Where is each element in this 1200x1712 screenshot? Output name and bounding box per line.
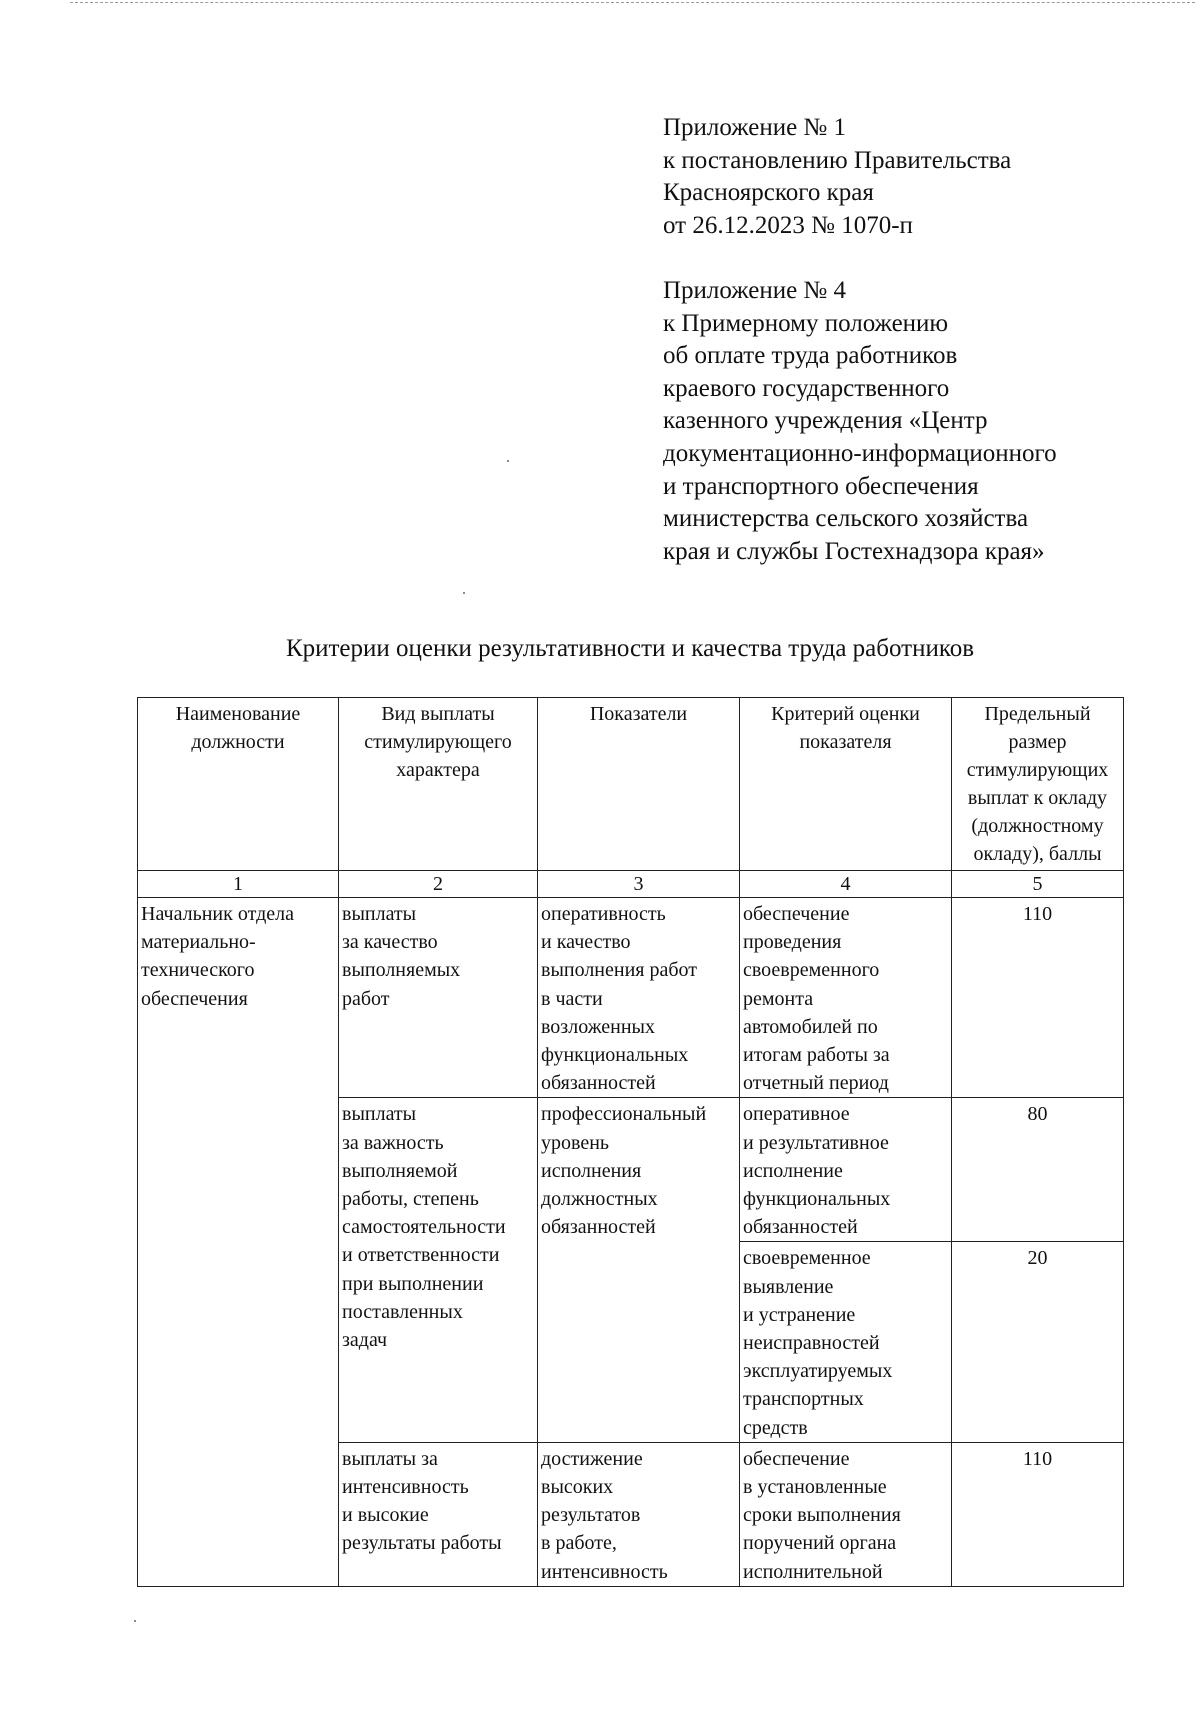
indicator-cell [538,1442,740,1586]
criterion-cell [740,898,952,1098]
cell-text: обеспечение [743,903,850,925]
cell-text: возложенных [541,1015,655,1038]
cell-text: Начальник отдела [141,903,294,925]
cell-text: обязанностей [541,1072,656,1095]
appendix-4-line: Приложение № 4 [663,277,847,304]
cell-text: задач [342,1329,388,1352]
cell-text: в части [541,987,603,1010]
criterion-cell [740,1442,952,1586]
cell-text: технического [141,959,255,982]
cell-text: за качество [342,931,438,954]
cell-text: профессиональный [541,1103,707,1126]
header-text: выплат к окладу [967,787,1108,809]
header-text: (должностному [971,815,1104,837]
position-cell [138,898,339,1587]
cell-text: функциональных [743,1188,891,1211]
criterion-cell [740,1242,952,1442]
cell-text: транспортных [743,1388,864,1411]
appendix-4-block [663,275,1183,568]
appendix-4-line: и транспортного обеспечения [663,472,979,500]
scan-speck [134,1620,136,1622]
cell-text: должностных [541,1188,658,1211]
top-scan-edge [70,2,1195,3]
scan-speck [463,592,465,594]
cell-text: интенсивность [342,1476,469,1499]
appendix-4-line: краевого государственного [663,374,950,402]
cell-text: выявление [743,1275,834,1298]
appendix-4-line: министерства сельского хозяйства [663,505,1029,533]
cell-text: выплаты [342,903,417,925]
cell-text: средств [743,1416,808,1439]
cell-text: работы, степень [342,1188,479,1211]
appendix-1-line: от 26.12.2023 № 1070-п [663,211,913,239]
scan-speck [507,460,509,462]
cell-text: эксплуатируемых [743,1360,893,1383]
criterion-cell [740,1098,952,1242]
cell-text: отчетный период [743,1072,889,1095]
cell-text: самостоятельности [342,1216,506,1239]
indicator-cell [538,898,740,1098]
table-row [138,898,1124,1098]
cell-text: итогам работы за [743,1044,890,1067]
column-number: 2 [339,871,538,898]
cell-text: интенсивность [541,1560,668,1583]
cell-text: поручений органа [743,1532,897,1555]
cell-text: выполнения работ [541,959,698,982]
header-row [138,698,1124,871]
header-text: Наименование [175,703,301,725]
appendix-4-line: к Примерному положению [663,309,949,337]
cell-text: в установленные [743,1476,887,1499]
appendix-1-block [663,112,1183,242]
cell-text: и высокие [342,1504,429,1527]
cell-text: неисправностей [743,1332,880,1355]
cell-text: исполнительной [743,1560,883,1583]
appendix-1-line: Красноярского края [663,179,874,207]
cell-text: поставленных [342,1300,463,1323]
column-number: 5 [952,871,1124,898]
cell-text: обязанностей [743,1216,858,1239]
cell-text: уровень [541,1131,610,1154]
appendix-1-line: Приложение № 1 [663,114,847,141]
cell-text: и результативное [743,1131,889,1154]
cell-text: за важность [342,1131,444,1154]
cell-text: обеспечение [743,1447,850,1470]
header-payment-type [339,698,538,871]
criteria-table [137,697,1124,1587]
cell-text: и ответственности [342,1244,500,1267]
header-max-score [952,698,1124,871]
header-text: Предельный [984,703,1091,725]
header-text: стимулирующего [364,731,512,753]
cell-text: выплаты за [342,1447,438,1470]
score-cell: 110 [952,898,1124,1098]
column-number: 3 [538,871,740,898]
cell-text: исполнение [743,1159,843,1182]
cell-text: и устранение [743,1303,856,1326]
cell-text: сроки выполнения [743,1504,901,1527]
header-text: окладу), баллы [973,843,1102,865]
cell-text: своевременное [743,1247,871,1270]
cell-text: выплаты [342,1103,417,1126]
payment-type-cell [339,898,538,1098]
cell-text: работ [342,987,390,1010]
cell-text: материально- [141,931,256,954]
header-criterion [740,698,952,871]
cell-text: при выполнении [342,1272,484,1295]
cell-text: достижение [541,1447,643,1470]
cell-text: и качество [541,931,631,954]
column-number: 1 [138,871,339,898]
header-text: Показатели [589,703,688,725]
appendix-1-line: к постановлению Правительства [663,146,1012,174]
column-number: 4 [740,871,952,898]
cell-text: результатов [541,1504,641,1527]
cell-text: проведения [743,931,842,954]
header-text: показателя [799,731,892,753]
header-text: размер [1008,731,1067,753]
header-text: Вид выплаты [381,703,495,725]
payment-type-cell [339,1098,538,1442]
appendix-4-line: документационно-информационного [663,439,1057,467]
cell-text: автомобилей по [743,1015,878,1038]
cell-text: высоких [541,1476,614,1499]
header-text: Критерий оценки [771,703,920,725]
appendix-4-line: казенного учреждения «Центр [663,407,988,435]
column-number-row [138,871,1124,898]
header-indicators [538,698,740,871]
cell-text: обязанностей [541,1216,656,1239]
appendix-4-line: края и службы Гостехнадзора края» [663,537,1045,565]
header-text: должности [191,731,285,753]
cell-text: выполняемых [342,959,461,982]
header-position [138,698,339,871]
cell-text: оперативность [541,903,666,925]
cell-text: обеспечения [141,987,248,1010]
appendix-4-line: об оплате труда работников [663,342,958,370]
cell-text: своевременного [743,959,880,982]
header-text: стимулирующих [966,759,1109,781]
score-cell: 80 [952,1098,1124,1242]
score-cell: 20 [952,1242,1124,1442]
indicator-cell [538,1098,740,1442]
score-cell: 110 [952,1442,1124,1586]
header-text: характера [396,759,480,781]
payment-type-cell [339,1442,538,1586]
document-title: Критерии оценки результативности и качества труда работников [285,635,975,662]
cell-text: выполняемой [342,1159,458,1182]
cell-text: в работе, [541,1532,617,1555]
cell-text: оперативное [743,1103,850,1126]
cell-text: результаты работы [342,1532,502,1555]
cell-text: ремонта [743,987,814,1010]
cell-text: функциональных [541,1044,689,1067]
cell-text: исполнения [541,1159,642,1182]
